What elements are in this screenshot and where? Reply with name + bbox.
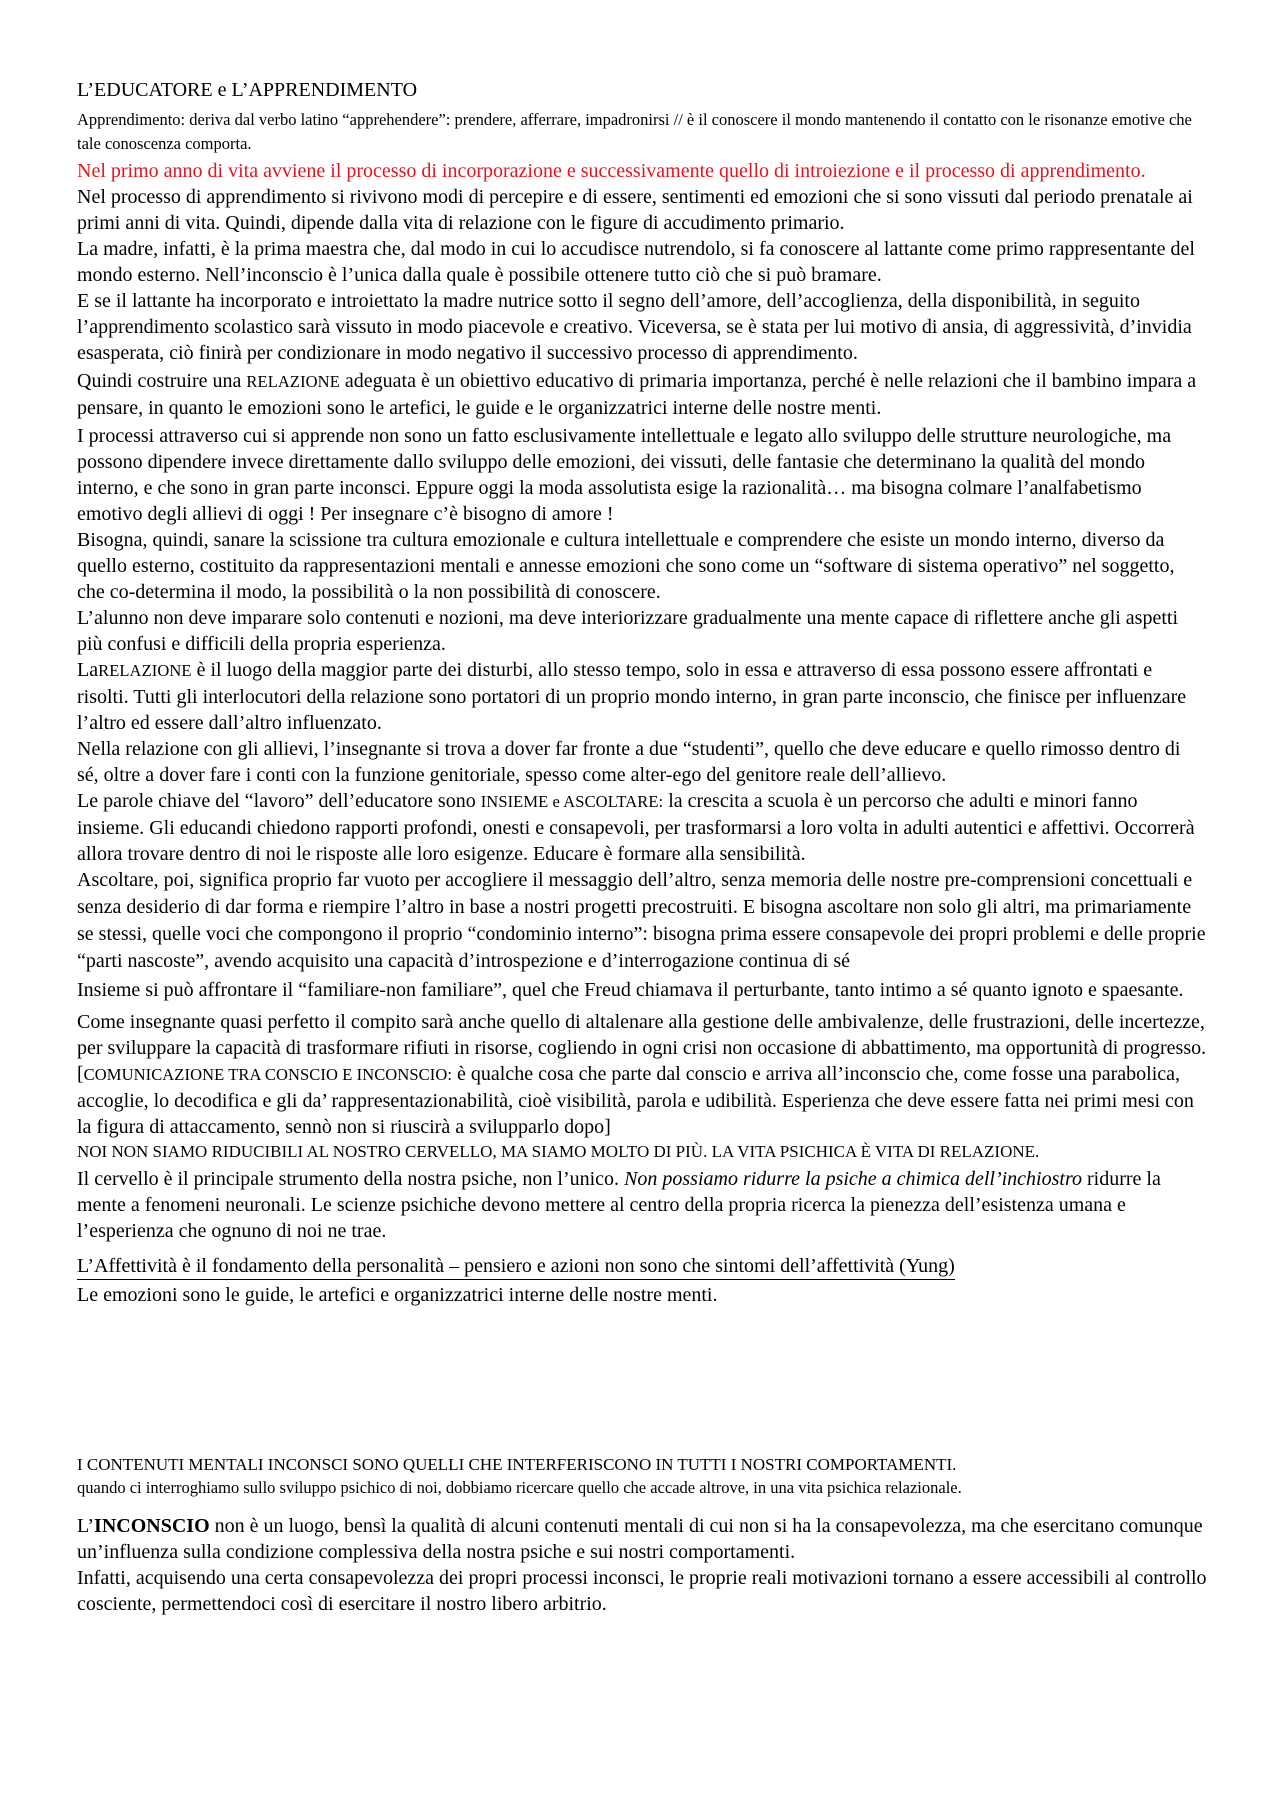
document-page — [77, 78, 1207, 1617]
caps-statement: NOI NON SIAMO RIDUCIBILI AL NOSTRO CERVELLO, MA SIAMO MOLTO DI PIÙ. LA VITA PSICHICA È VITA DI RELAZIONE. — [77, 1142, 1040, 1161]
paragraph-1: Nel processo di apprendimento si rivivono modi di percepire e di essere, sentimenti ed emozioni che si sono vissuti dal periodo prenatale ai primi anni di vita. Quindi, dipende dalla vita di relazione con le figure di accudimento primario. — [77, 186, 1193, 234]
paragraph-5: I processi attraverso cui si apprende non sono un fatto esclusivamente intellettuale e legato allo sviluppo delle strutture neurologiche, ma possono dipendere invece direttamente dallo sviluppo delle emozioni, dei vissuti, delle fantasie che determinano la qualità del mondo interno, e che sono in gran parte inconsci. Eppure oggi la moda assolutista esige la razionalità… ma bisogna colmare l’analfabetismo emotivo degli allievi di oggi ! Per insegnare c’è bisogno di amore ! — [77, 425, 1172, 525]
red-statement: Nel primo anno di vita avviene il processo di incorporazione e successivamente quello di introiezione e il processo di apprendimento. — [77, 160, 1146, 182]
paragraph-11: Ascoltare, poi, significa proprio far vuoto per accogliere il messaggio dell’altro, senza memoria delle nostre pre-comprensioni concettuali e senza desiderio di dar forma e riempire l’altro in base a nostri progetti precostruiti. E bisogna ascoltare non solo gli altri, ma primariamente se stessi, quelle voci che compongono il proprio “condominio interno”: bisogna prima essere consapevole dei propri problemi e delle proprie “parti nascoste”, avendo acquisito una capacità d’introspezione e d’interrogazione continua di sé — [77, 869, 1206, 972]
paragraph-10-before: Le parole chiave del “lavoro” dell’educatore sono — [77, 790, 476, 812]
section-2-subtitle: quando ci interroghiamo sullo sviluppo psichico di noi, dobbiamo ricercare quello che accade altrove, in una vita psichica relazionale. — [77, 1478, 962, 1497]
paragraph-6: Bisogna, quindi, sanare la scissione tra cultura emozionale e cultura intellettuale e comprendere che esiste un mondo interno, diverso da quello esterno, costituito da rappresentazioni mentali e annesse emozioni che sono come un “software di sistema operativo” nel soggetto, che co-determina il modo, la possibilità o la non possibilità di conoscere. — [77, 529, 1175, 603]
keyword-relazione: RELAZIONE — [246, 372, 340, 391]
paragraph-15-after: ridurre la mente a fenomeni neuronali. Le scienze psichiche devono mettere al centro della propria ricerca la pienezza dell’esistenza umana e l’esperienza che ognuno di noi ne trae. — [77, 1168, 1161, 1242]
paragraph-2: La madre, infatti, è la prima maestra che, dal modo in cui lo accudisce nutrendolo, si fa conoscere al lattante come primo rappresentante del mondo esterno. Nell’inconscio è l’unica dalla quale è possibile ottenere tutto ciò che si può bramare. — [77, 238, 1195, 286]
paragraph-15-before: Il cervello è il principale strumento della nostra psiche, non l’unico. — [77, 1168, 620, 1190]
paragraph-4-before: Quindi costruire una — [77, 370, 242, 392]
bracket-open: [ — [77, 1063, 84, 1085]
keyword-inconscio: INCONSCIO — [94, 1515, 210, 1537]
paragraph-8 — [77, 657, 1207, 736]
paragraph-10-after: la crescita a scuola è un percorso che adulti e minori fanno insieme. Gli educandi chiedono rapporti profondi, onesti e consapevoli, per trasformarsi a loro volta in adulti autentici e affettivi. Occorrerà allora trovare dentro di noi le risposte alle loro esigenze. Educare è formare alla sensibilità. — [77, 790, 1195, 865]
paragraph-12: Insieme si può affrontare il “familiare-non familiare”, quel che Freud chiamava il perturbante, tanto intimo a sé quanto ignoto e spaesante. — [77, 979, 1184, 1001]
paragraph-17 — [77, 1513, 1207, 1565]
paragraph-17-after: non è un luogo, bensì la qualità di alcuni contenuti mentali di cui non si ha la consapevolezza, ma che esercitano comunque un’influenza sulla condizione complessiva della nostra psiche e sui nostri comportamenti. — [77, 1515, 1203, 1563]
paragraph-16: Le emozioni sono le guide, le artefici e organizzatrici interne delle nostre menti. — [77, 1284, 718, 1306]
paragraph-14-after: è qualche cosa che parte dal conscio e arriva all’inconscio che, come fosse una parabolica, accoglie, lo decodifica e gli da’ rappresentazionabilità, cioè visibilità, parola e udibilità. Esperienza che deve essere fatta nei primi mesi con la figura di attaccamento, sennò non si riuscirà a svilupparlo dopo] — [77, 1063, 1194, 1138]
keyword-insieme-ascoltare: INSIEME e ASCOLTARE: — [480, 792, 664, 811]
section-2-title: I CONTENUTI MENTALI INCONSCI SONO QUELLI CHE INTERFERISCONO IN TUTTI I NOSTRI COMPORTAMENTI. — [77, 1455, 957, 1474]
paragraph-15-italic: Non possiamo ridurre la psiche a chimica dell’inchiostro — [624, 1168, 1082, 1190]
keyword-comunicazione: COMUNICAZIONE TRA CONSCIO E INCONSCIO: — [83, 1065, 453, 1084]
paragraph-18: Infatti, acquisendo una certa consapevolezza dei propri processi inconsci, le proprie reali motivazioni tornano a essere accessibili al controllo cosciente, permettendoci così di esercitare il nostro libero arbitrio. — [77, 1567, 1207, 1615]
paragraph-4-after: adeguata è un obiettivo educativo di primaria importanza, perché è nelle relazioni che il bambino impara a pensare, in quanto le emozioni sono le artefici, le guide e le organizzatrici interne delle nostre menti. — [77, 370, 1197, 419]
paragraph-10 — [77, 788, 1207, 867]
paragraph-14 — [77, 1061, 1207, 1140]
spacer — [77, 1308, 1207, 1453]
document-title: L’EDUCATORE e L’APPRENDIMENTO — [77, 79, 418, 101]
paragraph-17-before: L’ — [77, 1515, 95, 1537]
definition-paragraph: Apprendimento: deriva dal verbo latino “apprehendere”: prendere, afferrare, impadronirsi // è il conoscere il mondo mantenendo il contatto con le risonanze emotive che tale conoscenza comporta. — [77, 110, 1192, 153]
paragraph-3: E se il lattante ha incorporato e introiettato la madre nutrice sotto il segno dell’amore, dell’accoglienza, della disponibilità, in seguito l’apprendimento scolastico sarà vissuto in modo piacevole e creativo. Viceversa, se è stata per lui motivo di ansia, di aggressività, d’invidia esasperata, ciò finirà per condizionare in modo negativo il successivo processo di apprendimento. — [77, 290, 1192, 364]
paragraph-13: Come insegnante quasi perfetto il compito sarà anche quello di altalenare alla gestione delle ambivalenze, delle frustrazioni, delle incertezze, per sviluppare la capacità di trasformare rifiuti in risorse, cogliendo in ogni crisi non occasione di abbattimento, ma opportunità di progresso. — [77, 1011, 1207, 1059]
paragraph-4 — [77, 368, 1207, 421]
paragraph-8-before: La — [77, 659, 99, 681]
keyword-relazione-2: RELAZIONE — [98, 661, 192, 680]
paragraph-9: Nella relazione con gli allievi, l’insegnante si trova a dover far fronte a due “studenti”, quello che deve educare e quello rimosso dentro di sé, oltre a dover fare i conti con la funzione genitoriale, spesso come alter-ego del genitore reale dell’allievo. — [77, 738, 1181, 786]
paragraph-15 — [77, 1166, 1207, 1244]
paragraph-8-after: è il luogo della maggior parte dei disturbi, allo stesso tempo, solo in essa e attraverso di essa possono essere affrontati e risolti. Tutti gli interlocutori della relazione sono portatori di un proprio mondo interno, in gran parte inconscio, che finisce per influenzare l’altro ed essere dall’altro influenzato. — [77, 659, 1187, 734]
underlined-quote: L’Affettività è il fondamento della personalità – pensiero e azioni non sono che sintomi dell’affettività (Yung) — [77, 1254, 955, 1280]
paragraph-7: L’alunno non deve imparare solo contenuti e nozioni, ma deve interiorizzare gradualmente una mente capace di riflettere anche gli aspetti più confusi e difficili della propria esperienza. — [77, 607, 1179, 655]
